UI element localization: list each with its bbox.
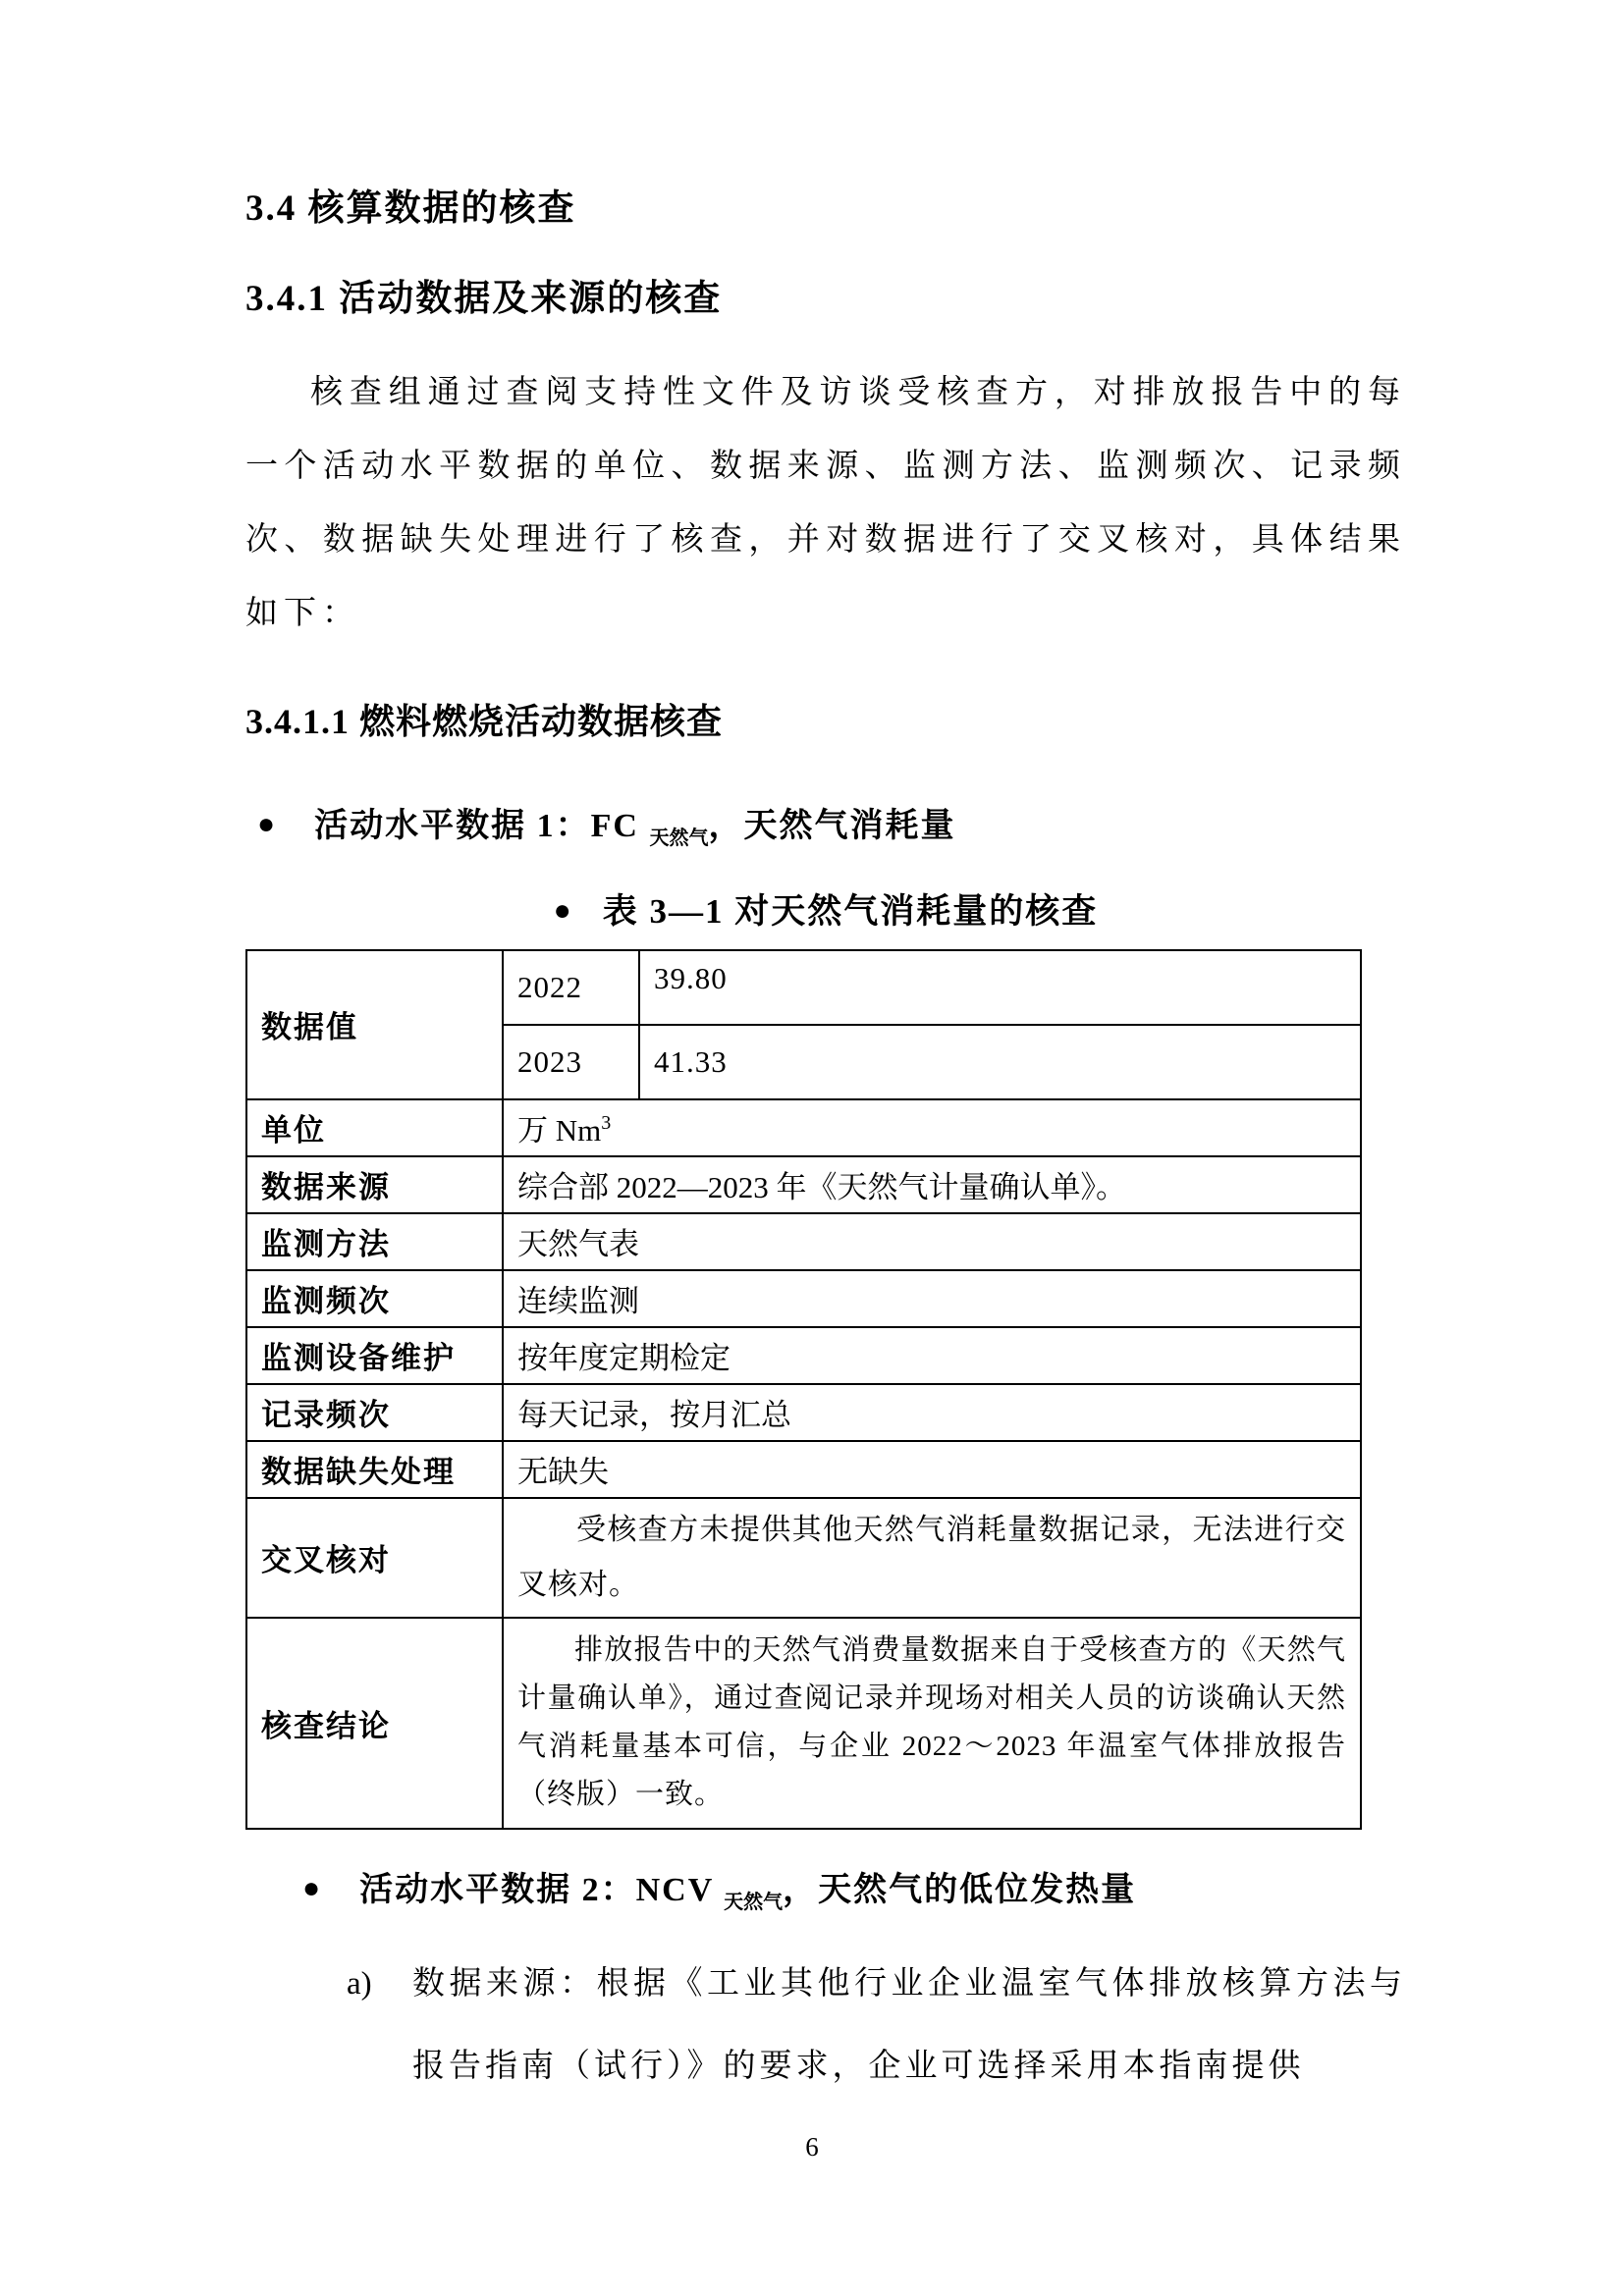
activity-data-2-subscript: 天然气	[724, 1891, 784, 1913]
data-source-label-cell: 数据来源	[246, 1156, 503, 1213]
page-content	[245, 0, 1406, 2108]
value-2023-cell: 41.33	[639, 1025, 1361, 1099]
list-item-a-marker: a)	[347, 1965, 372, 2002]
cross-check-label-cell: 交叉核对	[246, 1498, 503, 1618]
conclusion-value-cell: 排放报告中的天然气消费量数据来自于受核查方的《天然气计量确认单》，通过查阅记录并现场对相关人员的访谈确认天然气消耗量基本可信，与企业 2022～2023 年温室气体排放报告（终版）一致。	[503, 1618, 1361, 1829]
heading-3-4-1-1: 3.4.1.1 燃料燃烧活动数据核查	[245, 701, 724, 741]
missing-data-value-cell: 无缺失	[503, 1441, 1361, 1498]
table-3-1-title	[245, 884, 1406, 934]
table-row-missing-data	[246, 1441, 1361, 1498]
data-source-value-cell: 综合部 2022—2023 年《天然气计量确认单》。	[503, 1156, 1361, 1213]
table-row-monitoring-frequency	[246, 1270, 1361, 1327]
activity-data-2-item	[245, 1869, 1406, 1915]
table-row-equipment-maintenance	[246, 1327, 1361, 1384]
heading-3-4: 3.4 核算数据的核查	[245, 188, 576, 229]
list-item-a	[245, 1943, 1406, 2108]
monitoring-frequency-value-cell: 连续监测	[503, 1270, 1361, 1327]
year-2023-cell: 2023	[503, 1025, 639, 1099]
conclusion-label-cell: 核查结论	[246, 1618, 503, 1829]
unit-value-base: 万 Nm	[517, 1113, 602, 1148]
activity-data-1-subscript: 天然气	[649, 827, 709, 849]
table-3-1-title-text: 表 3—1 对天然气消耗量的核查	[602, 891, 1099, 931]
heading-3-4-1: 3.4.1 活动数据及来源的核查	[245, 279, 723, 320]
year-2022-cell: 2022	[503, 950, 639, 1025]
table-row-cross-check	[246, 1498, 1361, 1618]
monitoring-method-value-cell: 天然气表	[503, 1213, 1361, 1270]
record-frequency-value-cell: 每天记录，按月汇总	[503, 1384, 1361, 1441]
value-2022-cell: 39.80	[639, 950, 1361, 1025]
table-row-conclusion	[246, 1618, 1361, 1829]
table-row-unit	[246, 1099, 1361, 1156]
bullet-icon: ●	[257, 807, 278, 840]
intro-paragraph: 核查组通过查阅支持性文件及访谈受核查方，对排放报告中的每一个活动水平数据的单位、数据来源、监测方法、监测频次、记录频次、数据缺失处理进行了核查，并对数据进行了交叉核对，具体结果如下：	[245, 374, 1406, 631]
bullet-icon: ●	[553, 893, 573, 927]
unit-value-superscript: 3	[601, 1112, 612, 1134]
table-row-record-frequency	[246, 1384, 1361, 1441]
equipment-maintenance-value-cell: 按年度定期检定	[503, 1327, 1361, 1384]
table-row-data-source	[246, 1156, 1361, 1213]
bullet-icon: ●	[302, 1871, 323, 1904]
unit-value-cell	[503, 1099, 1361, 1156]
activity-data-1-item	[245, 805, 1406, 851]
list-item-a-text: 数据来源：根据《工业其他行业企业温室气体排放核算方法与报告指南（试行）》的要求，企业可选择采用本指南提供	[412, 1965, 1406, 2084]
activity-data-2-suffix: ，天然气的低位发热量	[783, 1871, 1137, 1908]
unit-label-cell: 单位	[246, 1099, 503, 1156]
missing-data-label-cell: 数据缺失处理	[246, 1441, 503, 1498]
activity-data-1-text: 活动水平数据 1：FC	[314, 807, 650, 844]
activity-data-1-suffix: ，天然气消耗量	[708, 807, 956, 844]
cross-check-value-cell: 受核查方未提供其他天然气消耗量数据记录，无法进行交叉核对。	[503, 1498, 1361, 1618]
equipment-maintenance-label-cell: 监测设备维护	[246, 1327, 503, 1384]
activity-data-2-text: 活动水平数据 2：NCV	[359, 1871, 725, 1908]
table-row-data-value-2022	[246, 950, 1361, 1025]
data-value-label-cell: 数据值	[246, 950, 503, 1099]
record-frequency-label-cell: 记录频次	[246, 1384, 503, 1441]
verification-table	[245, 949, 1362, 1830]
monitoring-frequency-label-cell: 监测频次	[246, 1270, 503, 1327]
page-number: 6	[805, 2132, 819, 2162]
table-row-monitoring-method	[246, 1213, 1361, 1270]
monitoring-method-label-cell: 监测方法	[246, 1213, 503, 1270]
